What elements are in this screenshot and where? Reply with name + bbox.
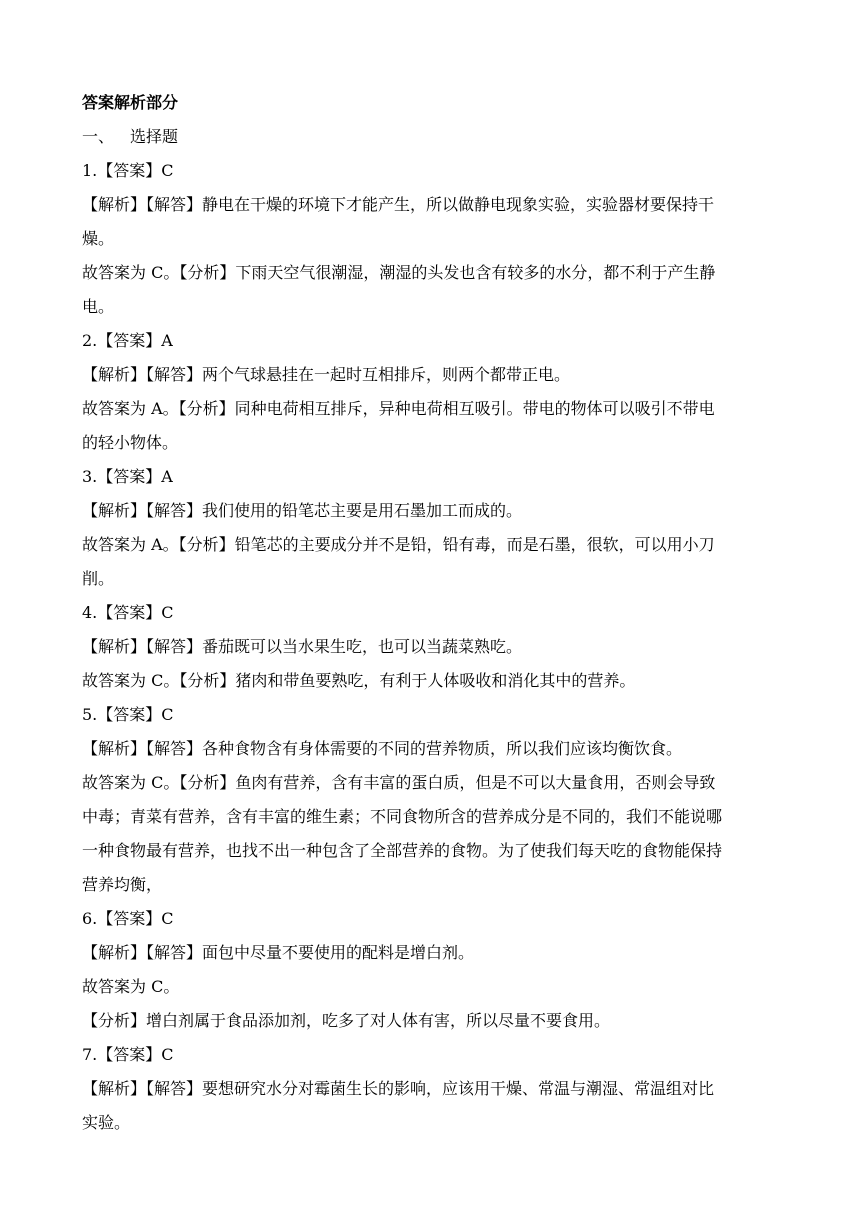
document-title: 答案解析部分	[82, 93, 179, 112]
text-line: 故答案为 C。【分析】猪肉和带鱼要熟吃，有利于人体吸收和消化其中的营养。	[82, 671, 636, 690]
text-line: 营养均衡，	[82, 875, 163, 894]
section-title: 选择题	[130, 127, 179, 146]
text-line: 实验。	[82, 1113, 131, 1132]
answer-document	[82, 86, 778, 1140]
text-line: 故答案为 C。【分析】鱼肉有营养，含有丰富的蛋白质，但是不可以大量食用，否则会导致	[82, 773, 716, 792]
text-line: 故答案为 C。【分析】下雨天空气很潮湿，潮湿的头发也含有较多的水分，都不利于产生静	[82, 263, 716, 282]
text-line: 【解析】【解答】两个气球悬挂在一起时互相排斥，则两个都带正电。	[82, 365, 571, 384]
text-line: 5.【答案】C	[82, 705, 174, 724]
text-line: 7.【答案】C	[82, 1045, 174, 1064]
answer-lines	[82, 154, 778, 1140]
text-line: 4.【答案】C	[82, 603, 174, 622]
text-line: 燥。	[82, 229, 115, 248]
text-line: 【解析】【解答】静电在干燥的环境下才能产生，所以做静电现象实验，实验器材要保持干	[82, 195, 715, 214]
text-line: 故答案为 A。【分析】铅笔芯的主要成分并不是铅，铅有毒，而是石墨，很软，可以用小刀	[82, 535, 715, 554]
text-line: 一种食物最有营养，也找不出一种包含了全部营养的食物。为了使我们每天吃的食物能保持	[82, 841, 723, 860]
text-line: 【解析】【解答】番茄既可以当水果生吃，也可以当蔬菜熟吃。	[82, 637, 523, 656]
text-line: 【分析】增白剂属于食品添加剂，吃多了对人体有害，所以尽量不要食用。	[82, 1011, 611, 1030]
text-line: 中毒；青菜有营养，含有丰富的维生素；不同食物所含的营养成分是不同的，我们不能说哪	[82, 807, 723, 826]
text-line: 【解析】【解答】我们使用的铅笔芯主要是用石墨加工而成的。	[82, 501, 523, 520]
text-line: 【解析】【解答】要想研究水分对霉菌生长的影响，应该用干燥、常温与潮湿、常温组对比	[82, 1079, 715, 1098]
text-line: 【解析】【解答】面包中尽量不要使用的配料是增白剂。	[82, 943, 475, 962]
section-number: 一、	[82, 127, 115, 146]
text-line: 1.【答案】C	[82, 161, 174, 180]
text-line: 电。	[82, 297, 115, 316]
text-line: 的轻小物体。	[82, 433, 179, 452]
text-line: 【解析】【解答】各种食物含有身体需要的不同的营养物质，所以我们应该均衡饮食。	[82, 739, 683, 758]
text-line: 6.【答案】C	[82, 909, 174, 928]
text-line: 故答案为 C。	[82, 977, 180, 996]
text-line: 3.【答案】A	[82, 467, 173, 486]
section-heading	[82, 120, 778, 154]
text-line: 故答案为 A。【分析】同种电荷相互排斥，异种电荷相互吸引。带电的物体可以吸引不带电	[82, 399, 715, 418]
text-line: 2.【答案】A	[82, 331, 173, 350]
text-line: 削。	[82, 569, 115, 588]
